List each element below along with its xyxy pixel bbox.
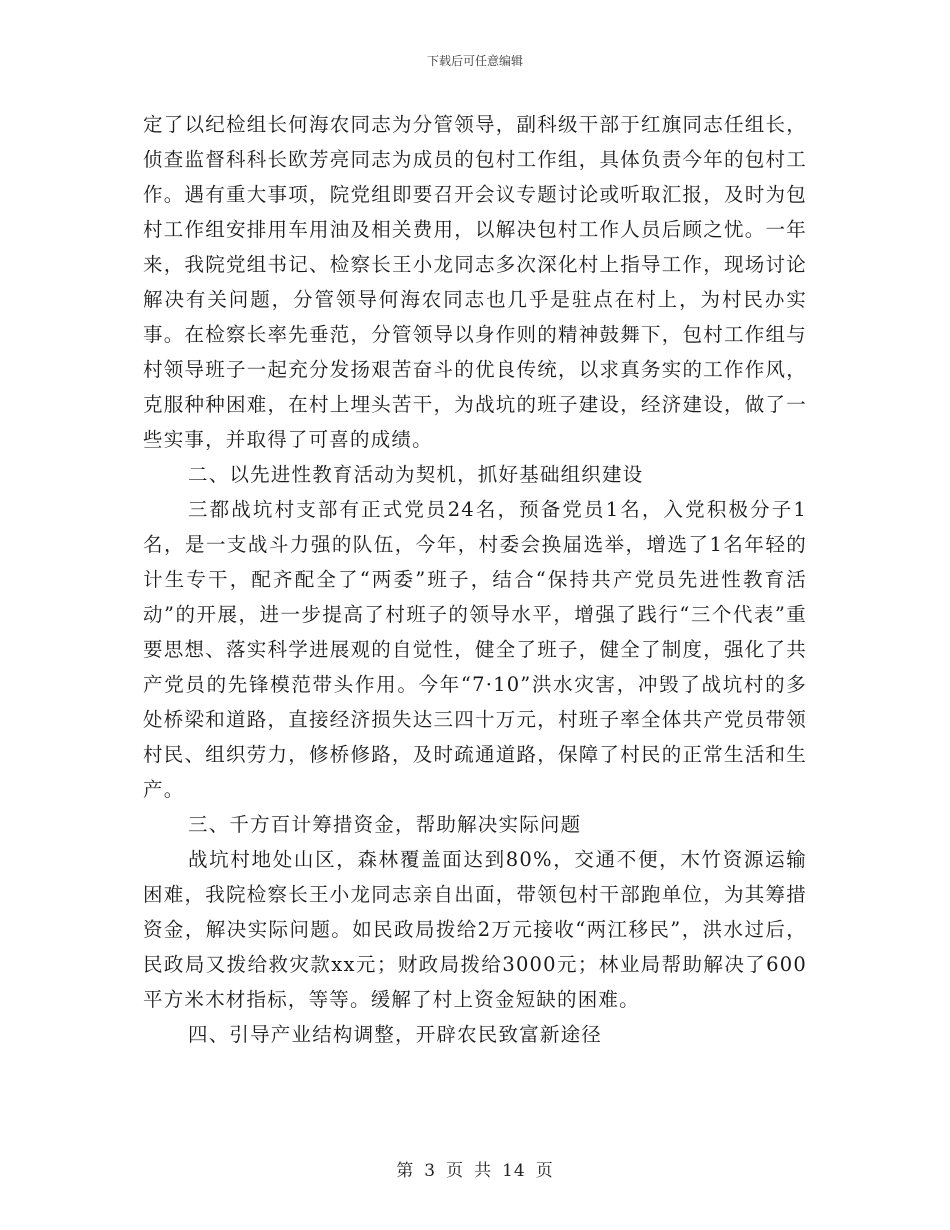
- page-header-note: 下载后可任意编辑: [426, 54, 523, 68]
- footer-ye: 页: [446, 1161, 465, 1181]
- page-footer: [0, 1156, 950, 1181]
- section-heading-3: 三、千方百计筹措资金，帮助解决实际问题: [188, 813, 582, 836]
- paragraph-continuation: 定了以纪检组长何海农同志为分管领导，副科级干部于红旗同志任组长，侦查监督科科长欧芳亮同志为成员的包村工作组，具体负责今年的包村工作。遇有重大事项，院党组即要召开会议专题讨论或听取汇报，及时为包村工作组安排用车用油及相关费用，以解决包村工作人员后顾之忧。一年来，我院党组书记、检察长王小龙同志多次深化村上指导工作，现场讨论解决有关问题，分管领导何海农同志也几乎是驻点在村上，为村民办实事。在检察长率先垂范，分管领导以身作则的精神鼓舞下，包村工作组与村领导班子一起充分发扬艰苦奋斗的优良传统，以求真务实的工作作风，克服种种困难，在村上埋头苦干，为战坑的班子建设，经济建设，做了一些实事，并取得了可喜的成绩。: [143, 113, 807, 451]
- document-body: [143, 107, 807, 1052]
- footer-total-pages: 14: [502, 1161, 526, 1181]
- paragraph-funding: 战坑村地处山区，森林覆盖面达到80%，交通不便，木竹资源运输困难，我院检察长王小龙同志亲自出面，带领包村干部跑单位，为其筹措资金，解决实际问题。如民政局拨给2万元接收“两江移民”，洪水过后，民政局又拨给救灾款xx元；财政局拨给3000元；林业局帮助解决了600平方米木材指标，等等。缓解了村上资金短缺的困难。: [143, 848, 807, 1011]
- footer-gong: 共: [474, 1161, 493, 1181]
- section-heading-2: 二、以先进性教育活动为契机，抓好基础组织建设: [188, 463, 644, 486]
- footer-di: 第: [396, 1161, 415, 1181]
- footer-ye2: 页: [535, 1161, 554, 1181]
- section-heading-4: 四、引导产业结构调整，开辟农民致富新途径: [188, 1023, 603, 1046]
- footer-page-number: 3: [424, 1161, 437, 1181]
- paragraph-party-branch: 三都战坑村支部有正式党员24名，预备党员1名，入党积极分子1名，是一支战斗力强的队伍，今年，村委会换届选举，增选了1名年轻的计生专干，配齐配全了“两委”班子，结合“保持共产党员先进性教育活动”的开展，进一步提高了村班子的领导水平，增强了践行“三个代表”重要思想、落实科学进展观的自觉性，健全了班子，健全了制度，强化了共产党员的先锋模范带头作用。今年“7·10”洪水灾害，冲毁了战坑村的多处桥梁和道路，直接经济损失达三四十万元，村班子率全体共产党员带领村民、组织劳力，修桥修路，及时疏通道路，保障了村民的正常生活和生产。: [143, 498, 807, 801]
